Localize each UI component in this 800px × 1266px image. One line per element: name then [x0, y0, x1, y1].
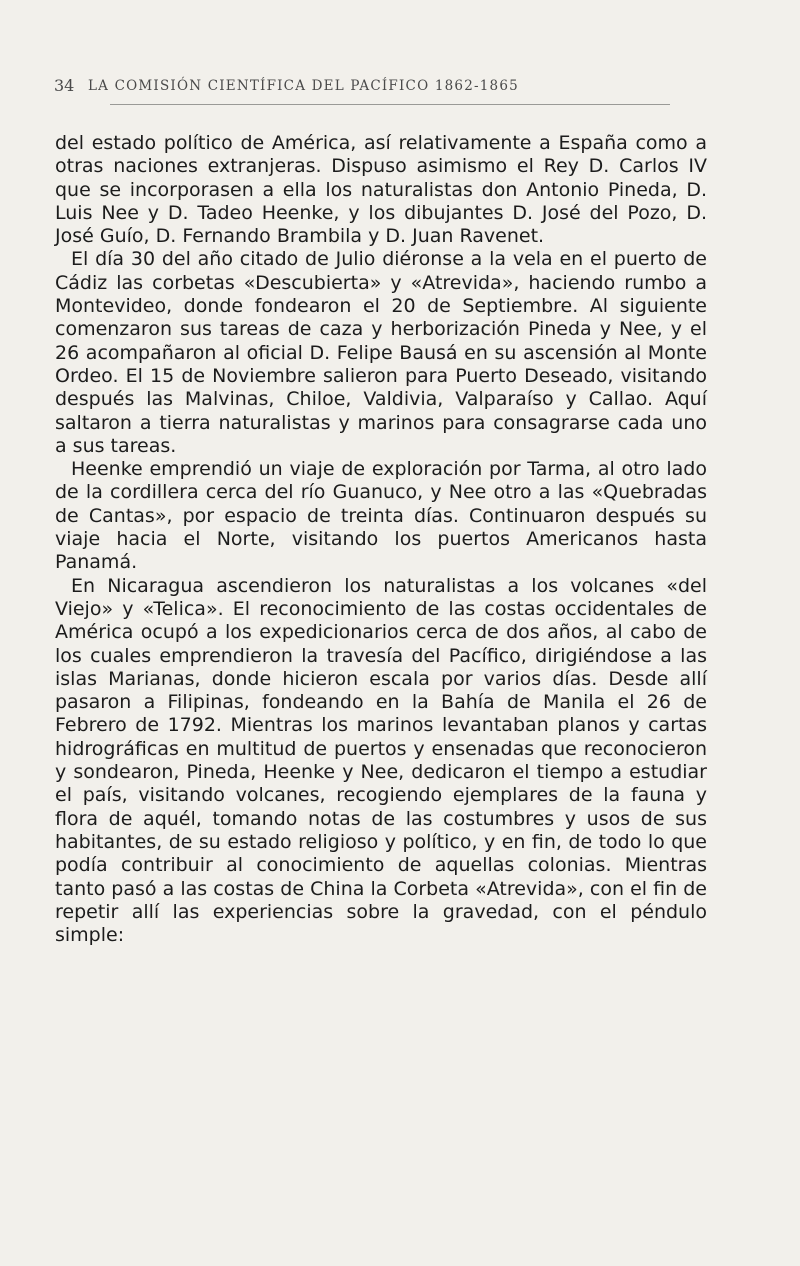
page-number: 34	[54, 76, 75, 95]
paragraph: del estado político de América, así relativamente a España como a otras naciones extranjeras. Dispuso asimismo el Rey D. Carlos IV que se incorporasen a ella los naturalistas don Antonio Pineda, D. Luis Nee y D. Tadeo Heenke, y los dibujantes D. José del Pozo, D. José Guío, D. Fernando Brambila y D. Juan Ravenet.	[55, 132, 707, 248]
paragraph: En Nicaragua ascendieron los naturalistas a los volcanes «del Viejo» y «Telica». El reconocimiento de las costas occidentales de América ocupó a los expedicionarios cerca de dos años, al cabo de los cuales emprendieron la travesía del Pacífico, dirigiéndose a las islas Marianas, donde hicieron escala por varios días. Desde allí pasaron a Filipinas, fondeando en la Bahía de Manila el 26 de Febrero de 1792. Mientras los marinos levantaban planos y cartas hidrográficas en multitud de puertos y ensenadas que reconocieron y sondearon, Pineda, Heenke y Nee, dedicaron el tiempo a estudiar el país, visitando volcanes, recogiendo ejemplares de la fauna y flora de aquél, tomando notas de las costumbres y usos de sus habitantes, de su estado religioso y político, y en fin, de todo lo que podía contribuir al conocimiento de aquellas colonias. Mientras tanto pasó a las costas de China la Corbeta «Atrevida», con el fin de repetir allí las experiencias sobre la gravedad, con el péndulo simple:	[55, 574, 707, 947]
header-rule	[110, 104, 670, 105]
paragraph: Heenke emprendió un viaje de exploración por Tarma, al otro lado de la cordillera cerca del río Guanuco, y Nee otro a las «Quebradas de Cantas», por espacio de treinta días. Continuaron después su viaje hacia el Norte, visitando los puertos Americanos hasta Panamá.	[55, 458, 707, 574]
paragraph: El día 30 del año citado de Julio diéronse a la vela en el puerto de Cádiz las corbetas «Descubierta» y «Atrevida», haciendo rumbo a Montevideo, donde fondearon el 20 de Septiembre. Al siguiente comenzaron sus tareas de caza y herborización Pineda y Nee, y el 26 acompañaron al oficial D. Felipe Bausá en su ascensión al Monte Ordeo. El 15 de Noviembre salieron para Puerto Deseado, visitando después las Malvinas, Chiloe, Valdivia, Valparaíso y Callao. Aquí saltaron a tierra naturalistas y marinos para consagrarse cada uno a sus tareas.	[55, 248, 707, 457]
page-header	[54, 66, 714, 106]
running-head: LA COMISIÓN CIENTÍFICA DEL PACÍFICO 1862-1865	[88, 78, 519, 94]
body-text	[55, 132, 707, 947]
